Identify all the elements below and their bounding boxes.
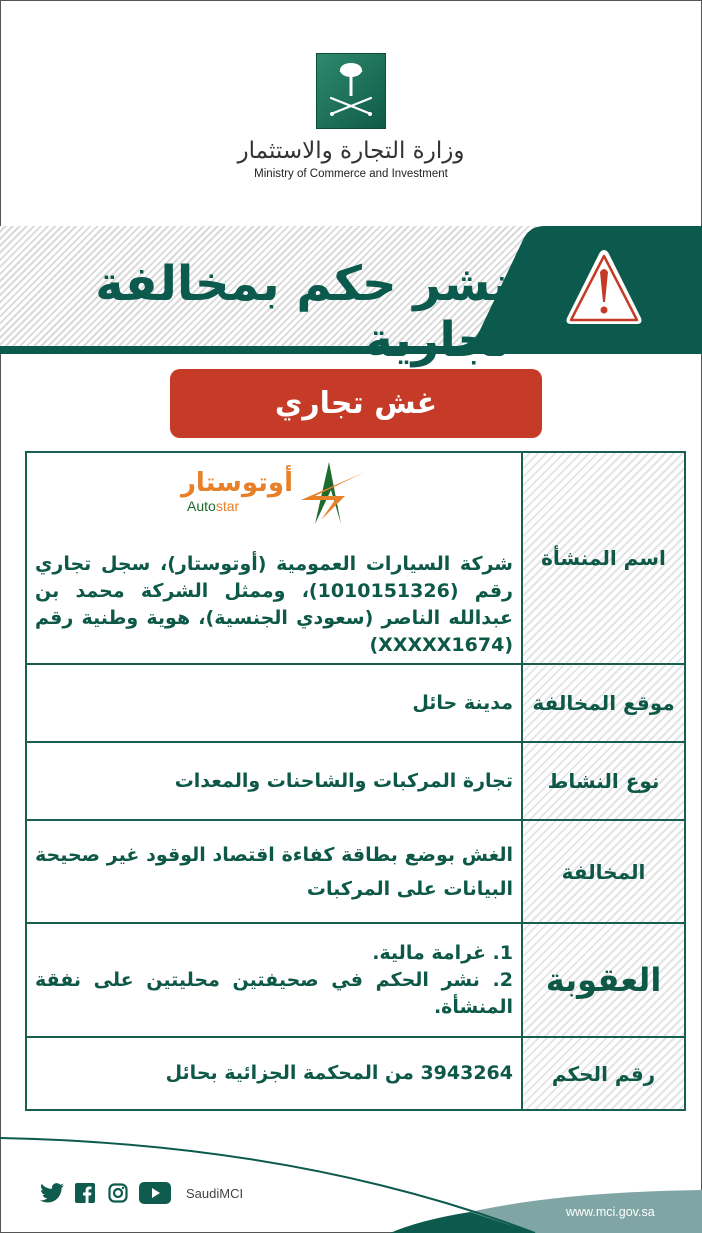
activity-value: تجارة المركبات والشاحنات والمعدات [174,769,513,792]
table-row-location [27,665,684,743]
autostar-name-english: Autostar [187,498,240,514]
company-logo [180,458,373,528]
violation-category-badge: غش تجاري [170,369,542,438]
penalty-item: 2. نشر الحكم في صحيفتين محليتين على نفقة المنشأة. [35,968,513,1018]
website-link[interactable]: www.mci.gov.sa [566,1205,655,1219]
facebook-icon[interactable] [73,1182,97,1204]
ministry-emblem-icon [316,53,386,129]
banner-title: نشر حكم بمخالفة تجارية [95,256,510,368]
ministry-name-english: Ministry of Commerce and Investment [254,168,448,180]
youtube-icon[interactable] [139,1182,171,1204]
judgment-number-label: رقم الحكم [521,1038,684,1109]
table-row-judgment-number [27,1038,684,1109]
table-row-activity [27,743,684,821]
judgment-number-value: 3943264 من المحكمة الجزائية بحائل [165,1062,513,1084]
judgment-details-table [25,451,686,1111]
social-links [40,1182,243,1204]
warning-triangle-icon [563,244,645,334]
table-row-violation [27,821,684,924]
penalty-label: العقوبة [521,924,684,1036]
penalty-value [27,924,521,1036]
autostar-star-icon [295,460,367,526]
establishment-label: اسم المنشأة [521,453,684,663]
twitter-icon[interactable] [40,1182,64,1204]
violation-label: المخالفة [521,821,684,922]
autostar-name-arabic: أوتوستار [180,468,293,498]
social-handle[interactable]: SaudiMCI [186,1185,244,1201]
establishment-value: شركة السيارات العمومية (أوتوستار)، سجل تجاري رقم (1010151326)، وممثل الشركة محمد بن عبدالله الناصر (سعودي الجنسية)، هوية وطنية رقم (XXXXX1674) [35,553,513,656]
table-row-penalty [27,924,684,1038]
violation-value: الغش بوضع بطاقة كفاءة اقتصاد الوقود غير صحيحة البيانات على المركبات [35,843,513,900]
instagram-icon[interactable] [106,1182,130,1204]
ministry-name-arabic: وزارة التجارة والاستثمار [237,138,465,164]
location-value: مدينة حائل [412,691,513,714]
penalty-item: 1. غرامة مالية. [372,941,513,964]
activity-label: نوع النشاط [521,743,684,819]
location-label: موقع المخالفة [521,665,684,741]
